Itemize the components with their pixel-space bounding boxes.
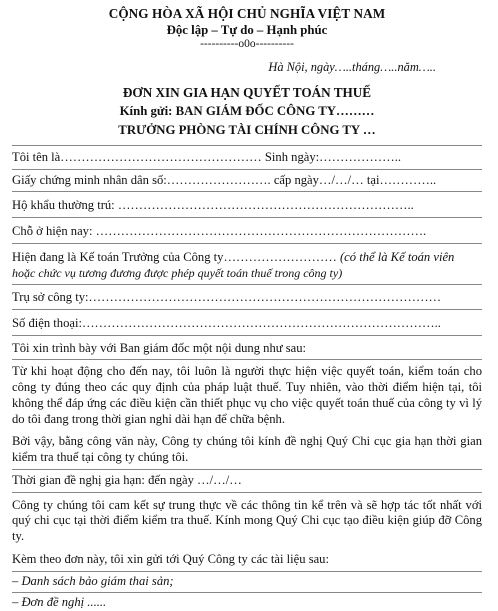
header-divider: ----------o0o---------- (200, 38, 294, 51)
divider (12, 469, 482, 470)
place-date: Hà Nội, ngày…..tháng…..năm….. (268, 59, 436, 74)
recipient-line-1: Kính gửi: BAN GIÁM ĐỐC CÔNG TY……… (119, 103, 375, 118)
office-field: Trụ sở công ty:………………………………………………………………………… (12, 290, 442, 305)
divider (12, 335, 482, 336)
position-main: Hiện đang là Kế toán Trưởng của Công ty……………………… (12, 249, 340, 264)
national-heading: CỘNG HÒA XÃ HỘI CHỦ NGHĨA VIỆT NAM (108, 6, 386, 21)
paragraph-commitment: Công ty chúng tôi cam kết sự trung thực về các thông tin kể trên và sẽ hợp tác tốt nhất với quý chi cục tại thời điểm kiểm tra thuế. Kính mong Quý Chi cục tạo điều kiện giúp đỡ Công ty. (12, 497, 482, 544)
residence-field: Chỗ ở hiện nay: ……………………………………………………………………. (12, 224, 427, 239)
position-field (12, 244, 482, 281)
document-title: ĐƠN XIN GIA HẠN QUYẾT TOÁN THUẾ (122, 85, 372, 101)
paragraph-extension-date: Thời gian đề nghị gia hạn: đến ngày …/…/… (12, 472, 242, 487)
recipient-line-2: TRƯỞNG PHÒNG TÀI CHÍNH CÔNG TY … (118, 122, 376, 137)
divider (12, 492, 482, 493)
divider (12, 592, 482, 593)
position-note-b: hoặc chức vụ tương đương được phép quyết toán thuế trong công ty) (12, 265, 343, 280)
phone-field: Số điện thoại:………………………………………………………………………….. (12, 315, 441, 330)
attachment-item-2: – Đơn đề nghị ...... (12, 595, 107, 610)
paragraph-attachments: Kèm theo đơn này, tôi xin gửi tới Quý Công ty các tài liệu sau: (12, 551, 329, 566)
national-motto: Độc lập – Tự do – Hạnh phúc (166, 22, 328, 37)
position-note-a: (có thể là Kế toán viên (339, 249, 455, 264)
attachment-item-1: – Danh sách bảo giám thai sản; (12, 573, 174, 588)
paragraph-request: Bởi vậy, bằng công văn này, Công ty chúng tôi kính đề nghị Quý Chi cục gia hạn thời gian kiểm tra thuế tại công ty chúng tôi. (12, 434, 482, 465)
divider (12, 359, 482, 360)
id-card-field: Giấy chứng minh nhân dân số:……………………. cấp ngày…/…/… tại………….. (12, 172, 437, 187)
divider (12, 571, 482, 572)
name-field: Tôi tên là………………………………………… Sinh ngày:……………….. (12, 149, 401, 164)
paragraph-reason: Từ khi hoạt động cho đến nay, tôi luôn là người thực hiện việc quyết toán, kiểm toán cho công ty đúng theo các quy định của pháp luật thuế. Tuy nhiên, vào thời điểm hiện tại, tôi không thể đáp ứng các điều kiện cần thiết phục vụ cho việc quyết toán thuế của công ty vì lý do tôi đang trong thời gian nghỉ dài hạn để chữa bệnh. (12, 364, 482, 426)
household-field: Hộ khẩu thường trú: …………………………………………………………….. (12, 198, 414, 213)
intro-text: Tôi xin trình bày với Ban giám đốc một nội dung như sau: (12, 340, 307, 355)
